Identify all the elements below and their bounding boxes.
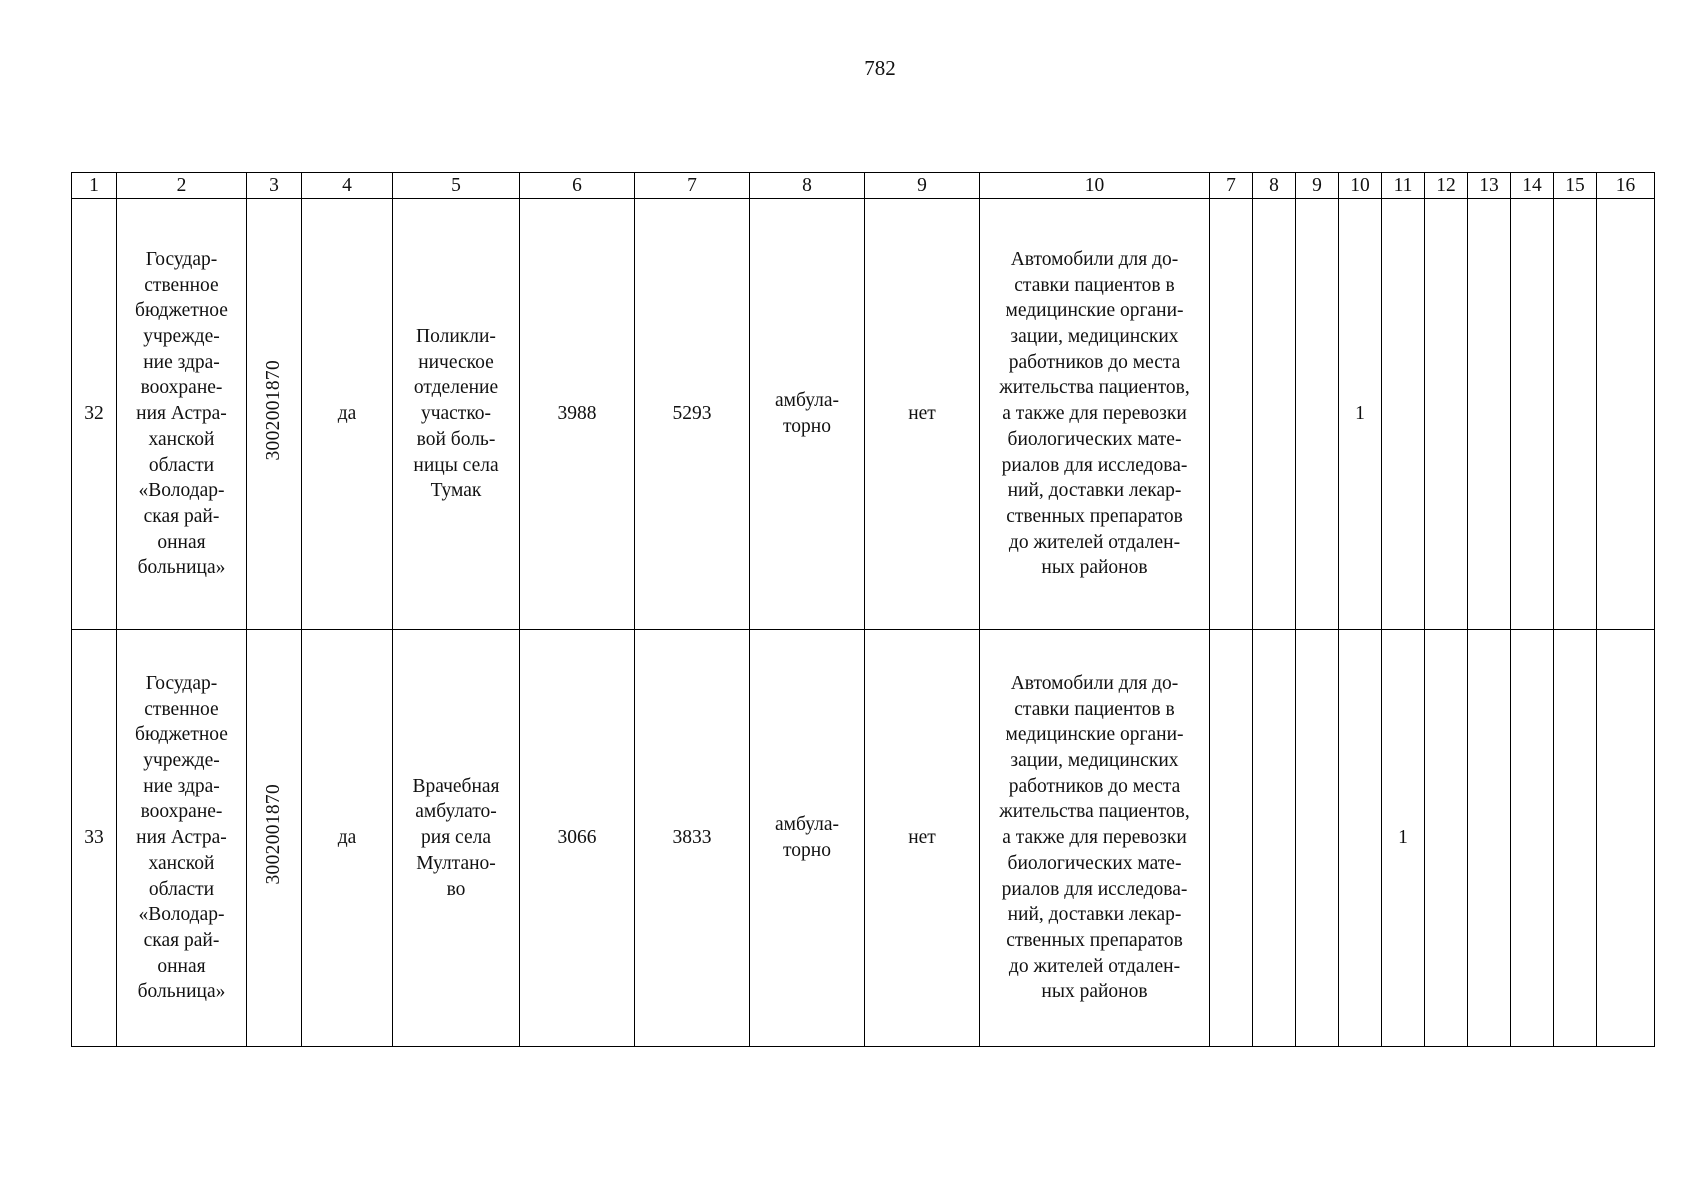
header-cell: 2 xyxy=(117,173,247,199)
header-cell: 10 xyxy=(980,173,1210,199)
purpose-cell: Автомобили для до- ставки пациентов в медицинские органи- зации, медицинских работников до места жительства пациентов, а также для перевозки биологических мате- риалов для исследова- ний, доставки лекар- ственных препаратов до жителей отдален- ных районов xyxy=(980,199,1210,630)
value-cell-6: 3988 xyxy=(520,199,635,630)
value-cell-7: 5293 xyxy=(635,199,750,630)
header-cell: 9 xyxy=(865,173,980,199)
header-cell: 3 xyxy=(247,173,302,199)
count-cell xyxy=(1425,630,1468,1047)
row-number: 33 xyxy=(72,630,117,1047)
value-cell-9: нет xyxy=(865,199,980,630)
header-cell: 14 xyxy=(1511,173,1554,199)
table-row xyxy=(72,199,1655,630)
organization-cell: Государ- ственное бюджетное учрежде- ние здра- воохране- ния Астра- ханской области «Володар- ская рай- онная больница» xyxy=(117,630,247,1047)
count-cell xyxy=(1339,630,1382,1047)
header-cell: 11 xyxy=(1382,173,1425,199)
organization-cell: Государ- ственное бюджетное учрежде- ние здра- воохране- ния Астра- ханской области «Володар- ская рай- онная больница» xyxy=(117,199,247,630)
count-cell xyxy=(1597,630,1655,1047)
purpose-cell: Автомобили для до- ставки пациентов в медицинские органи- зации, медицинских работников до места жительства пациентов, а также для перевозки биологических мате- риалов для исследова- ний, доставки лекар- ственных препаратов до жителей отдален- ных районов xyxy=(980,630,1210,1047)
table-row xyxy=(72,630,1655,1047)
count-cell xyxy=(1253,630,1296,1047)
count-cell xyxy=(1210,630,1253,1047)
count-cell xyxy=(1468,630,1511,1047)
organization-code: 3002001870 xyxy=(263,783,285,885)
header-row xyxy=(72,173,1655,199)
division-cell: Врачебная амбулато- рия села Мултано- во xyxy=(393,630,520,1047)
code-cell xyxy=(247,630,302,1047)
flag-cell: да xyxy=(302,199,393,630)
header-cell: 9 xyxy=(1296,173,1339,199)
header-cell: 5 xyxy=(393,173,520,199)
header-cell: 12 xyxy=(1425,173,1468,199)
count-cell xyxy=(1468,199,1511,630)
header-cell: 7 xyxy=(1210,173,1253,199)
count-cell xyxy=(1296,630,1339,1047)
header-cell: 4 xyxy=(302,173,393,199)
data-table xyxy=(71,172,1655,1047)
header-cell: 8 xyxy=(1253,173,1296,199)
header-cell: 10 xyxy=(1339,173,1382,199)
count-cell: 1 xyxy=(1339,199,1382,630)
count-cell xyxy=(1296,199,1339,630)
header-cell: 7 xyxy=(635,173,750,199)
count-cell xyxy=(1554,630,1597,1047)
care-type-cell: амбула- торно xyxy=(750,199,865,630)
flag-cell: да xyxy=(302,630,393,1047)
code-cell xyxy=(247,199,302,630)
organization-code: 3002001870 xyxy=(263,359,285,461)
count-cell xyxy=(1210,199,1253,630)
count-cell xyxy=(1382,199,1425,630)
count-cell xyxy=(1253,199,1296,630)
count-cell xyxy=(1511,199,1554,630)
value-cell-9: нет xyxy=(865,630,980,1047)
page-number: 782 xyxy=(864,56,896,80)
row-number: 32 xyxy=(72,199,117,630)
count-cell xyxy=(1511,630,1554,1047)
division-cell: Поликли- ническое отделение участко- вой боль- ницы села Тумак xyxy=(393,199,520,630)
count-cell xyxy=(1554,199,1597,630)
count-cell: 1 xyxy=(1382,630,1425,1047)
header-cell: 16 xyxy=(1597,173,1655,199)
count-cell xyxy=(1597,199,1655,630)
header-cell: 1 xyxy=(72,173,117,199)
value-cell-6: 3066 xyxy=(520,630,635,1047)
header-cell: 6 xyxy=(520,173,635,199)
care-type-cell: амбула- торно xyxy=(750,630,865,1047)
header-cell: 15 xyxy=(1554,173,1597,199)
header-cell: 8 xyxy=(750,173,865,199)
value-cell-7: 3833 xyxy=(635,630,750,1047)
count-cell xyxy=(1425,199,1468,630)
header-cell: 13 xyxy=(1468,173,1511,199)
